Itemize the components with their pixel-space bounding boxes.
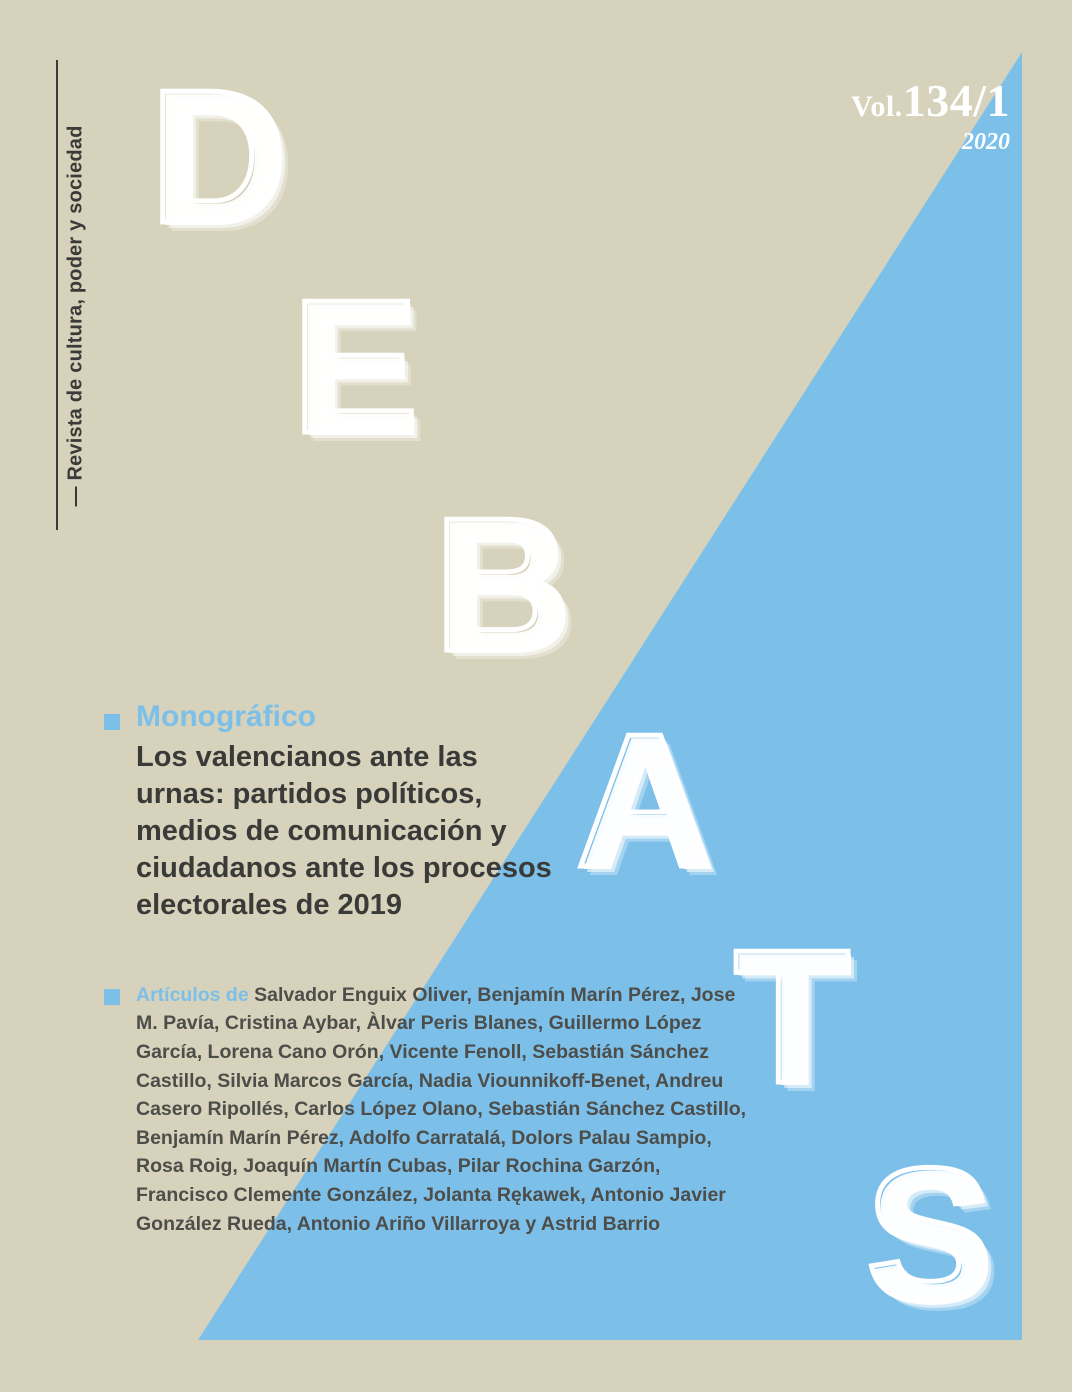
section-kicker-row — [104, 700, 764, 733]
articles-row — [104, 981, 764, 1239]
volume-year: 2020 — [962, 129, 1010, 155]
masthead-letter-t: T — [734, 911, 851, 1123]
square-bullet-icon — [104, 989, 120, 1005]
section-kicker: Monográfico — [136, 700, 316, 733]
masthead-letter-b: B — [434, 479, 572, 691]
cover-content — [104, 695, 764, 1238]
volume-block — [850, 75, 1010, 155]
spine — [36, 60, 87, 530]
volume-number: 134/1 — [902, 75, 1010, 126]
volume-label: Vol. — [850, 90, 903, 123]
masthead-letter-a: A — [576, 695, 714, 907]
square-bullet-icon — [104, 714, 120, 730]
articles-authors — [136, 981, 756, 1239]
spine-rule — [56, 60, 58, 530]
articles-author-list: Salvador Enguix Oliver, Benjamín Marín Pérez, Jose M. Pavía, Cristina Aybar, Àlvar Peris Blanes, Guillermo López García, Lorena Cano Orón, Vicente Fenoll, Sebastián Sánchez Castillo, Silvia Marcos García, Nadia Viounnikoff-Benet, Andreu Casero Ripollés, Carlos López Olano, Sebastián Sánchez Castillo, Benjamín Marín Pérez, Adolfo Carratalá, Dolors Palau Sampio, Rosa Roig, Joaquín Martín Cubas, Pilar Rochina Garzón, Francisco Clemente González, Jolanta Rękawek, Antonio Javier González Rueda, Antonio Ariño Villarroya y Astrid Barrio — [136, 983, 747, 1235]
issue-title: Los valencianos ante las urnas: partidos políticos, medios de comunicación y ciudadanos ante los procesos electorales de 2019 — [136, 741, 552, 922]
masthead-letter-s: S — [866, 1129, 993, 1341]
articles-lead: Artículos de — [136, 983, 249, 1006]
masthead-letter-d: D — [150, 51, 288, 263]
spine-subtitle: — Revista de cultura, poder y sociedad — [64, 125, 87, 507]
masthead-letter-e: E — [292, 261, 419, 473]
